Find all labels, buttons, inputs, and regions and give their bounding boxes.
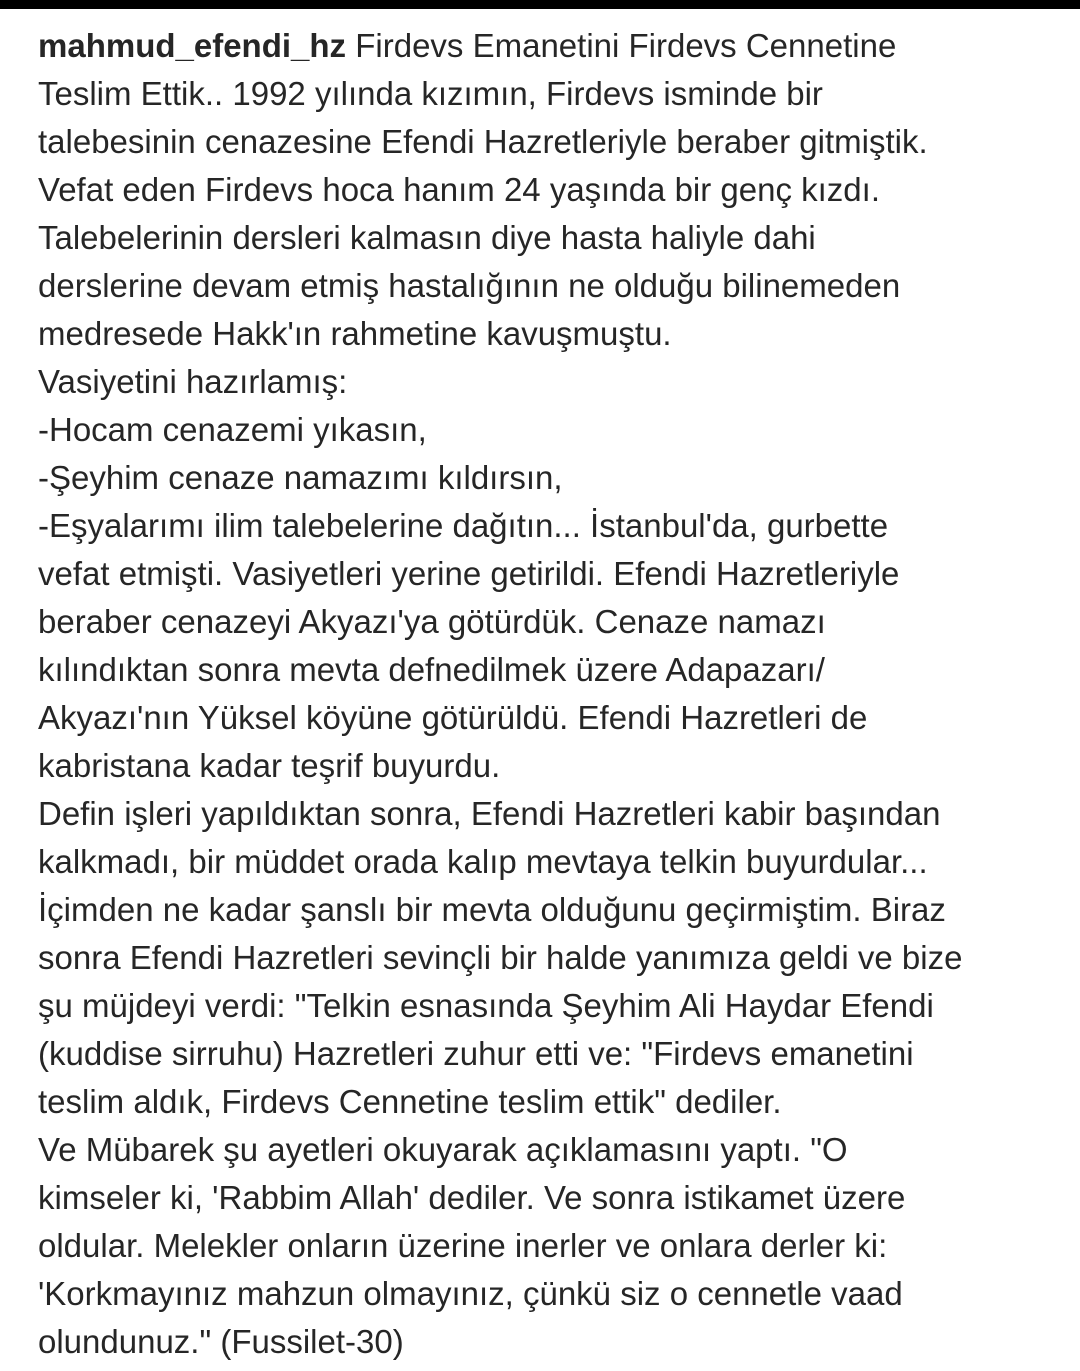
caption-line: [38, 22, 1068, 70]
caption-line: kalkmadı, bir müddet orada kalıp mevtaya telkin buyurdular...: [38, 843, 928, 880]
caption-line: 'Korkmayınız mahzun olmayınız, çünkü siz o cennetle vaad: [38, 1275, 903, 1312]
caption-line: (kuddise sirruhu) Hazretleri zuhur etti ve: "Firdevs emanetini: [38, 1035, 914, 1072]
caption-line: Talebelerinin dersleri kalmasın diye hasta haliyle dahi: [38, 219, 816, 256]
caption-line: medresede Hakk'ın rahmetine kavuşmuştu.: [38, 315, 672, 352]
caption-line: vefat etmişti. Vasiyetleri yerine getirildi. Efendi Hazretleriyle: [38, 555, 900, 592]
caption-line: talebesinin cenazesine Efendi Hazretleriyle beraber gitmiştik.: [38, 123, 928, 160]
caption-line: -Hocam cenazemi yıkasın,: [38, 411, 427, 448]
caption-line: Ve Mübarek şu ayetleri okuyarak açıklamasını yaptı. "O: [38, 1131, 848, 1168]
caption-line: kılındıktan sonra mevta defnedilmek üzere Adapazarı/: [38, 651, 825, 688]
caption-line: oldular. Melekler onların üzerine inerler ve onlara derler ki:: [38, 1227, 888, 1264]
caption-line: şu müjdeyi verdi: "Telkin esnasında Şeyhim Ali Haydar Efendi: [38, 987, 934, 1024]
caption-line: Akyazı'nın Yüksel köyüne götürüldü. Efendi Hazretleri de: [38, 699, 868, 736]
username-link[interactable]: mahmud_efendi_hz: [38, 27, 347, 64]
status-bar: [0, 0, 1080, 9]
caption-line: -Şeyhim cenaze namazımı kıldırsın,: [38, 459, 563, 496]
caption-line: Vasiyetini hazırlamış:: [38, 363, 348, 400]
post-caption: [38, 22, 1068, 1366]
caption-line: sonra Efendi Hazretleri sevinçli bir halde yanımıza geldi ve bize: [38, 939, 963, 976]
caption-line: kabristana kadar teşrif buyurdu.: [38, 747, 501, 784]
caption-line: -Eşyalarımı ilim talebelerine dağıtın... İstanbul'da, gurbette: [38, 507, 889, 544]
caption-line: Teslim Ettik.. 1992 yılında kızımın, Firdevs isminde bir: [38, 75, 823, 112]
caption-line: olundunuz." (Fussilet-30): [38, 1323, 404, 1360]
caption-text: Firdevs Emanetini Firdevs Cennetine: [355, 27, 897, 64]
caption-line: kimseler ki, 'Rabbim Allah' dediler. Ve sonra istikamet üzere: [38, 1179, 906, 1216]
caption-line: Vefat eden Firdevs hoca hanım 24 yaşında bir genç kızdı.: [38, 171, 880, 208]
caption-line: İçimden ne kadar şanslı bir mevta olduğunu geçirmiştim. Biraz: [38, 891, 946, 928]
caption-line: teslim aldık, Firdevs Cennetine teslim ettik" dediler.: [38, 1083, 782, 1120]
caption-line: derslerine devam etmiş hastalığının ne olduğu bilinemeden: [38, 267, 901, 304]
caption-line: beraber cenazeyi Akyazı'ya götürdük. Cenaze namazı: [38, 603, 826, 640]
caption-line: Defin işleri yapıldıktan sonra, Efendi Hazretleri kabir başından: [38, 795, 941, 832]
